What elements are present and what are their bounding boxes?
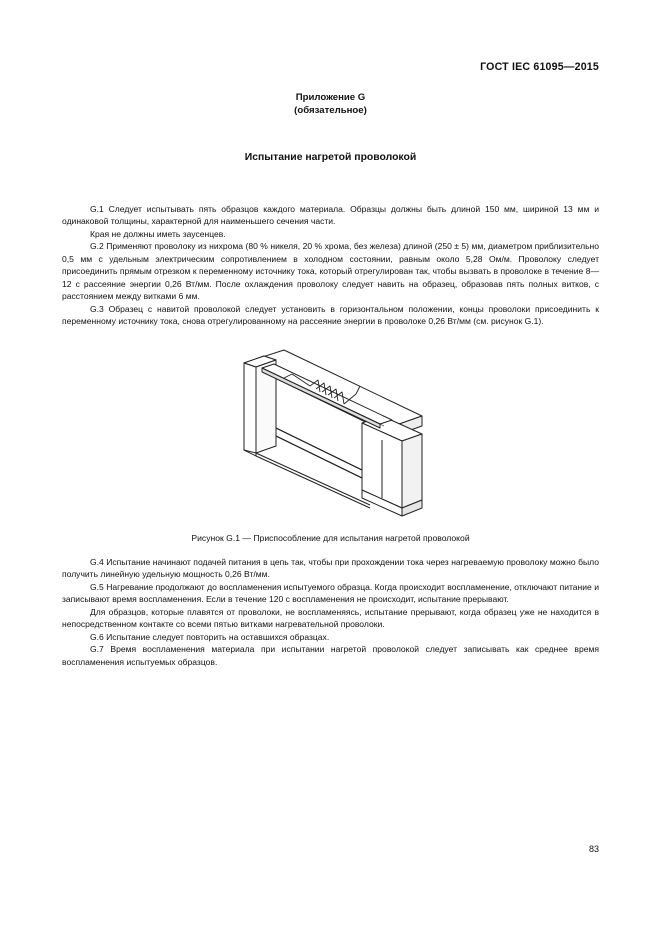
paragraph-g3: G.3 Образец с навитой проволокой следует установить в горизонтальном положении, концы проволоки присоединить к переменному источнику тока, снова отрегулированному на рассеяние энергии в проволоке 0,26 Вт/мм (см. рисунок G.1).	[62, 303, 599, 327]
figure-caption: Рисунок G.1 — Приспособление для испытания нагретой проволокой	[191, 533, 470, 543]
annex-status: (обязательное)	[294, 104, 367, 116]
paragraph-g1: G.1 Следует испытывать пять образцов каждого материала. Образцы должны быть длиной 150 мм, шириной 13 мм и одинаковой толщины, характерной для наименьшего сечения части.	[62, 204, 599, 227]
paragraph-melting: Для образцов, которые плавятся от проволоки, не воспламеняясь, испытание прерывают, когда образец уже не находится в непосредственном контакте со всеми пятью витками нагревательной проволоки.	[62, 606, 599, 630]
body-text-bottom	[62, 556, 599, 668]
paragraph-g4: G.4 Испытание начинают подачей питания в цепь так, чтобы при прохождении тока через нагреваемую проволоку можно было получить линейную удельную мощность 0,26 Вт/мм.	[62, 557, 599, 580]
hot-wire-test-fixture-drawing	[232, 348, 432, 518]
page-number: 83	[588, 844, 599, 854]
paragraph-g7: G.7 Время воспламенения материала при испытании нагретой проволокой следует записывать как среднее время воспламенения испытуемых образцов.	[62, 644, 599, 667]
section-heading: Испытание нагретой проволокой	[244, 152, 417, 163]
paragraph-g5: G.5 Нагревание продолжают до воспламенения испытуемого образца. Когда происходит воспламенение, отключают питание и записывают время воспламенения. Если в течение 120 с воспламенения не происходит, испытание прерывают.	[62, 581, 599, 605]
paragraph-g6: G.6 Испытание следует повторить на оставшихся образцах.	[90, 631, 330, 642]
body-text-top	[62, 203, 599, 328]
annex-title: Приложение G	[295, 92, 366, 103]
paragraph-g2: G.2 Применяют проволоку из нихрома (80 % никеля, 20 % хрома, без железа) длиной (250 ± 5) мм, диаметром приблизительно 0,5 мм с удельным электрическим сопротивлением в холодном состоянии, равным около 5,28 Ом/м. Проволоку следует присоединить прямым отрезком к переменному источнику тока, который отрегулирован так, чтобы вызвать в проволоке в течение 8—12 с рассеяние энергии 0,26 Вт/мм. После охлаждения проволоку следует навить на образец, образовав пять полных витков, с расстоянием между витками 6 мм.	[62, 241, 599, 302]
standard-designation: ГОСТ IEC 61095—2015	[480, 61, 599, 73]
paragraph-edges: Края не должны иметь заусенцев.	[90, 228, 226, 239]
annex-heading	[0, 92, 661, 117]
right-block	[362, 416, 422, 516]
